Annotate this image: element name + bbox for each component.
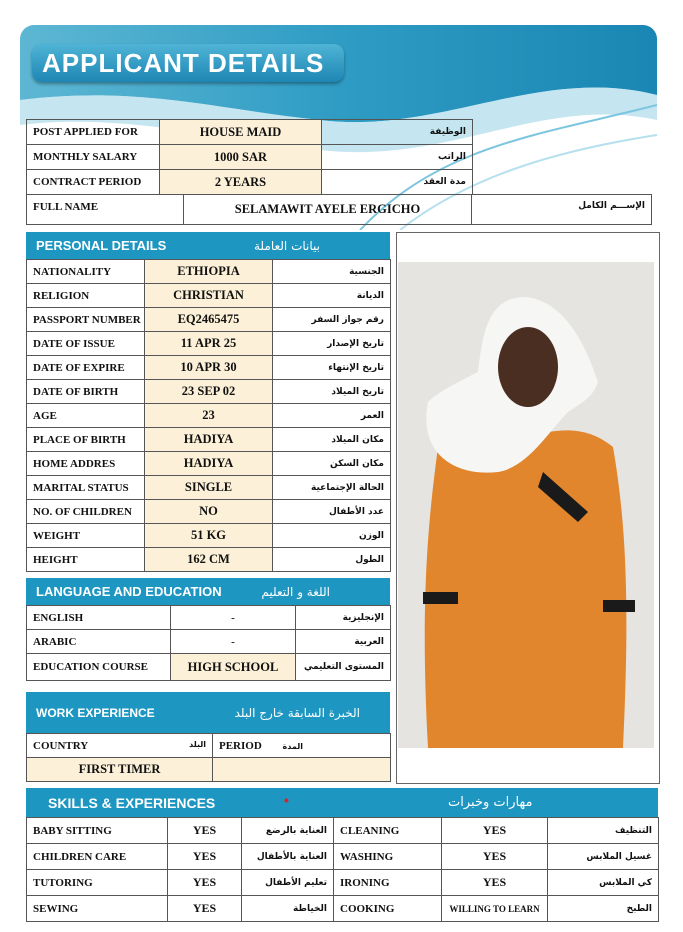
row-label: AGE bbox=[27, 404, 145, 428]
row-label-ar: مكان السكن bbox=[273, 452, 391, 476]
row-label: DATE OF BIRTH bbox=[27, 380, 145, 404]
skill-label-ar: غسيل الملابس bbox=[548, 844, 659, 870]
skill-value: YES bbox=[168, 818, 242, 844]
skill-label-ar: العناية بالأطفال bbox=[242, 844, 334, 870]
row-label-ar: الوظيفة bbox=[322, 120, 473, 145]
row-label: DATE OF ISSUE bbox=[27, 332, 145, 356]
table-row bbox=[27, 524, 391, 548]
section-title: PERSONAL DETAILS bbox=[36, 238, 167, 253]
row-value: 51 KG bbox=[145, 524, 273, 548]
country-label-ar: البلد bbox=[189, 739, 206, 749]
row-value: - bbox=[171, 606, 296, 630]
row-label-ar: المستوى التعليمي bbox=[296, 654, 391, 681]
table-row bbox=[27, 500, 391, 524]
row-value: EQ2465475 bbox=[145, 308, 273, 332]
table-row bbox=[27, 404, 391, 428]
row-value: SINGLE bbox=[145, 476, 273, 500]
section-title: WORK EXPERIENCE bbox=[36, 705, 155, 720]
full-name-label: FULL NAME bbox=[27, 195, 184, 225]
row-value: 10 APR 30 bbox=[145, 356, 273, 380]
skill-label: CHILDREN CARE bbox=[27, 844, 168, 870]
row-label-ar: العربية bbox=[296, 630, 391, 654]
row-label: PASSPORT NUMBER bbox=[27, 308, 145, 332]
row-label: ARABIC bbox=[27, 630, 171, 654]
skill-label-ar: التنظيف bbox=[548, 818, 659, 844]
table-row bbox=[27, 818, 659, 844]
row-label: MARITAL STATUS bbox=[27, 476, 145, 500]
row-value: NO bbox=[145, 500, 273, 524]
row-value: CHRISTIAN bbox=[145, 284, 273, 308]
red-dot-marker: • bbox=[284, 792, 289, 808]
section-title: LANGUAGE AND EDUCATION bbox=[36, 584, 222, 599]
table-row bbox=[27, 332, 391, 356]
table-row bbox=[27, 145, 473, 170]
row-label: HOME ADDRES bbox=[27, 452, 145, 476]
work-experience-header bbox=[26, 692, 390, 733]
row-label-ar: العمر bbox=[273, 404, 391, 428]
skill-label: TUTORING bbox=[27, 870, 168, 896]
period-value bbox=[213, 758, 391, 782]
skills-header bbox=[26, 788, 658, 817]
table-row bbox=[27, 758, 391, 782]
row-value: ETHIOPIA bbox=[145, 260, 273, 284]
row-label: ENGLISH bbox=[27, 606, 171, 630]
skill-label: CLEANING bbox=[334, 818, 442, 844]
table-row bbox=[27, 452, 391, 476]
row-label-ar: الديانة bbox=[273, 284, 391, 308]
skill-value: YES bbox=[168, 844, 242, 870]
skill-label-ar: العناية بالرضع bbox=[242, 818, 334, 844]
row-label-ar: الحالة الإجتماعية bbox=[273, 476, 391, 500]
row-value: HADIYA bbox=[145, 452, 273, 476]
country-value: FIRST TIMER bbox=[27, 758, 213, 782]
row-value: 23 SEP 02 bbox=[145, 380, 273, 404]
personal-details-header bbox=[26, 232, 390, 259]
country-label: COUNTRY bbox=[33, 739, 89, 752]
row-label-ar: الجنسية bbox=[273, 260, 391, 284]
row-label-ar: الإنجليزية bbox=[296, 606, 391, 630]
full-name-label-ar: الإســـم الكامل bbox=[472, 195, 652, 225]
row-label: NATIONALITY bbox=[27, 260, 145, 284]
table-row bbox=[27, 870, 659, 896]
section-title-ar: اللغة و التعليم bbox=[261, 584, 330, 599]
skill-label-ar: الخياطة bbox=[242, 896, 334, 922]
country-header bbox=[27, 734, 213, 758]
row-label-ar: الطول bbox=[273, 548, 391, 572]
row-label: RELIGION bbox=[27, 284, 145, 308]
row-label: WEIGHT bbox=[27, 524, 145, 548]
row-label-ar: عدد الأطفال bbox=[273, 500, 391, 524]
table-row bbox=[27, 380, 391, 404]
skill-value: YES bbox=[442, 818, 548, 844]
row-label-ar: تاريخ الميلاد bbox=[273, 380, 391, 404]
section-title-ar: الخبرة السابقة خارج البلد bbox=[234, 705, 360, 720]
row-label: CONTRACT PERIOD bbox=[27, 170, 160, 195]
skill-label: BABY SITTING bbox=[27, 818, 168, 844]
row-label-ar: الراتب bbox=[322, 145, 473, 170]
table-row bbox=[27, 308, 391, 332]
row-label: PLACE OF BIRTH bbox=[27, 428, 145, 452]
table-row bbox=[27, 170, 473, 195]
top-info-table bbox=[26, 119, 473, 195]
row-value: 162 CM bbox=[145, 548, 273, 572]
row-value: 11 APR 25 bbox=[145, 332, 273, 356]
applicant-photo bbox=[398, 262, 654, 748]
skill-label: IRONING bbox=[334, 870, 442, 896]
section-title-ar: بيانات العاملة bbox=[254, 238, 320, 253]
row-label: DATE OF EXPIRE bbox=[27, 356, 145, 380]
table-row bbox=[27, 844, 659, 870]
skill-label: SEWING bbox=[27, 896, 168, 922]
row-label-ar: مكان الميلاد bbox=[273, 428, 391, 452]
row-label-ar: مدة العقد bbox=[322, 170, 473, 195]
row-value: 1000 SAR bbox=[160, 145, 322, 170]
skill-value: YES bbox=[442, 870, 548, 896]
row-label: EDUCATION COURSE bbox=[27, 654, 171, 681]
personal-details-table bbox=[26, 259, 391, 572]
skill-label: WASHING bbox=[334, 844, 442, 870]
page-title: APPLICANT DETAILS bbox=[32, 44, 344, 82]
row-label-ar: تاريخ الإصدار bbox=[273, 332, 391, 356]
row-value: HOUSE MAID bbox=[160, 120, 322, 145]
section-title: SKILLS & EXPERIENCES bbox=[48, 794, 216, 811]
language-education-header bbox=[26, 578, 390, 605]
row-label-ar: الوزن bbox=[273, 524, 391, 548]
skill-value: YES bbox=[442, 844, 548, 870]
table-row bbox=[27, 195, 652, 225]
skill-label-ar: الطبخ bbox=[548, 896, 659, 922]
full-name-table bbox=[26, 194, 652, 225]
skill-label-ar: كي الملابس bbox=[548, 870, 659, 896]
row-value: - bbox=[171, 630, 296, 654]
row-value: HIGH SCHOOL bbox=[171, 654, 296, 681]
table-row bbox=[27, 120, 473, 145]
skill-value: YES bbox=[168, 870, 242, 896]
table-row bbox=[27, 734, 391, 758]
row-label: HEIGHT bbox=[27, 548, 145, 572]
row-label-ar: تاريخ الإنتهاء bbox=[273, 356, 391, 380]
row-label: MONTHLY SALARY bbox=[27, 145, 160, 170]
full-name-value: SELAMAWIT AYELE ERGICHO bbox=[184, 195, 472, 225]
skill-label: COOKING bbox=[334, 896, 442, 922]
period-label: PERIOD bbox=[219, 739, 262, 752]
skill-label-ar: تعليم الأطفال bbox=[242, 870, 334, 896]
row-value: HADIYA bbox=[145, 428, 273, 452]
work-experience-table bbox=[26, 733, 391, 782]
table-row bbox=[27, 476, 391, 500]
table-row bbox=[27, 654, 391, 681]
table-row bbox=[27, 606, 391, 630]
table-row bbox=[27, 428, 391, 452]
table-row bbox=[27, 260, 391, 284]
table-row bbox=[27, 896, 659, 922]
row-label-ar: رقم جواز السفر bbox=[273, 308, 391, 332]
language-table bbox=[26, 605, 391, 681]
row-label: NO. OF CHILDREN bbox=[27, 500, 145, 524]
table-row bbox=[27, 630, 391, 654]
skill-value: YES bbox=[168, 896, 242, 922]
skill-value: WILLING TO LEARN bbox=[442, 896, 548, 922]
table-row bbox=[27, 284, 391, 308]
period-label-ar: المدة bbox=[282, 741, 303, 751]
period-header bbox=[213, 734, 391, 758]
skills-table bbox=[26, 817, 659, 922]
row-value: 23 bbox=[145, 404, 273, 428]
row-value: 2 YEARS bbox=[160, 170, 322, 195]
table-row bbox=[27, 356, 391, 380]
section-title-ar: مهارات وخبرات bbox=[448, 795, 533, 810]
table-row bbox=[27, 548, 391, 572]
row-label: POST APPLIED FOR bbox=[27, 120, 160, 145]
